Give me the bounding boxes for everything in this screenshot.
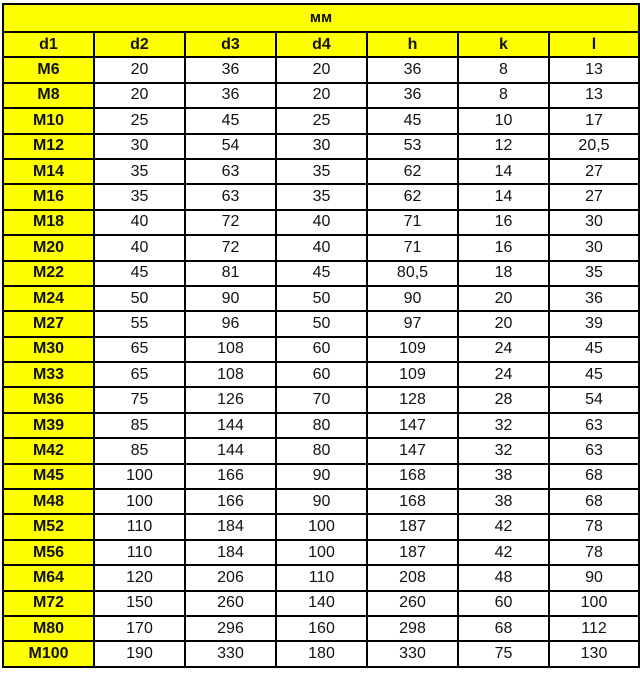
dimension-cell: 184: [185, 514, 276, 539]
dimension-cell: 63: [549, 438, 639, 463]
thread-size-cell: M8: [3, 83, 94, 108]
unit-header: мм: [3, 4, 639, 32]
thread-size-cell: M33: [3, 362, 94, 387]
dimension-cell: 90: [367, 286, 458, 311]
dimension-cell: 40: [276, 235, 367, 260]
dimension-cell: 60: [276, 362, 367, 387]
table-row: [3, 489, 639, 514]
dimension-cell: 35: [94, 184, 185, 209]
dimension-cell: 45: [549, 337, 639, 362]
thread-size-cell: M100: [3, 641, 94, 666]
dimension-cell: 80: [276, 413, 367, 438]
dimension-cell: 18: [458, 261, 549, 286]
dimension-cell: 45: [185, 108, 276, 133]
dimension-cell: 128: [367, 387, 458, 412]
dimension-cell: 109: [367, 362, 458, 387]
column-header: d4: [276, 32, 367, 57]
column-header: d3: [185, 32, 276, 57]
dimension-cell: 75: [94, 387, 185, 412]
dimension-cell: 78: [549, 540, 639, 565]
dimension-cell: 62: [367, 159, 458, 184]
dimension-cell: 108: [185, 362, 276, 387]
table-row: [3, 616, 639, 641]
thread-size-cell: M14: [3, 159, 94, 184]
table-row: [3, 337, 639, 362]
column-header: k: [458, 32, 549, 57]
dimension-cell: 80,5: [367, 261, 458, 286]
dimension-table: [2, 3, 640, 668]
dimension-cell: 25: [94, 108, 185, 133]
thread-size-cell: M30: [3, 337, 94, 362]
dimension-cell: 112: [549, 616, 639, 641]
dimension-cell: 68: [549, 489, 639, 514]
column-header: d1: [3, 32, 94, 57]
table-row: [3, 591, 639, 616]
thread-size-cell: M24: [3, 286, 94, 311]
table-row: [3, 261, 639, 286]
table-row: [3, 134, 639, 159]
table-row: [3, 210, 639, 235]
dimension-cell: 13: [549, 57, 639, 82]
dimension-cell: 97: [367, 311, 458, 336]
thread-size-cell: M6: [3, 57, 94, 82]
dimension-cell: 35: [549, 261, 639, 286]
dimension-cell: 68: [458, 616, 549, 641]
dimension-cell: 96: [185, 311, 276, 336]
dimension-cell: 20: [458, 286, 549, 311]
dimension-cell: 110: [94, 540, 185, 565]
dimension-cell: 40: [94, 210, 185, 235]
dimension-cell: 109: [367, 337, 458, 362]
dimension-cell: 53: [367, 134, 458, 159]
table-row: [3, 641, 639, 666]
dimension-cell: 28: [458, 387, 549, 412]
dimension-cell: 80: [276, 438, 367, 463]
dimension-cell: 16: [458, 235, 549, 260]
dimension-cell: 8: [458, 57, 549, 82]
dimension-cell: 45: [549, 362, 639, 387]
dimension-cell: 36: [185, 57, 276, 82]
thread-size-cell: M22: [3, 261, 94, 286]
dimension-cell: 168: [367, 489, 458, 514]
dimension-cell: 35: [276, 184, 367, 209]
dimension-cell: 14: [458, 159, 549, 184]
dimension-cell: 63: [185, 184, 276, 209]
dimension-cell: 8: [458, 83, 549, 108]
dimension-cell: 20: [276, 57, 367, 82]
dimension-cell: 42: [458, 514, 549, 539]
dimension-cell: 110: [94, 514, 185, 539]
table-row: [3, 83, 639, 108]
dimension-cell: 168: [367, 464, 458, 489]
dimension-cell: 45: [367, 108, 458, 133]
dimension-cell: 71: [367, 210, 458, 235]
thread-size-cell: M56: [3, 540, 94, 565]
dimension-cell: 90: [185, 286, 276, 311]
dimension-cell: 160: [276, 616, 367, 641]
dimension-cell: 78: [549, 514, 639, 539]
dimension-cell: 100: [276, 514, 367, 539]
dimension-table-container: [2, 3, 640, 668]
table-row: [3, 362, 639, 387]
unit-row: [3, 4, 639, 32]
dimension-cell: 42: [458, 540, 549, 565]
thread-size-cell: M36: [3, 387, 94, 412]
dimension-cell: 24: [458, 362, 549, 387]
dimension-cell: 50: [276, 311, 367, 336]
dimension-cell: 35: [94, 159, 185, 184]
dimension-cell: 32: [458, 438, 549, 463]
dimension-cell: 36: [185, 83, 276, 108]
table-row: [3, 540, 639, 565]
thread-size-cell: M12: [3, 134, 94, 159]
dimension-cell: 20: [276, 83, 367, 108]
dimension-cell: 17: [549, 108, 639, 133]
dimension-cell: 65: [94, 362, 185, 387]
dimension-cell: 48: [458, 565, 549, 590]
table-row: [3, 184, 639, 209]
dimension-cell: 39: [549, 311, 639, 336]
dimension-cell: 38: [458, 489, 549, 514]
dimension-cell: 260: [367, 591, 458, 616]
dimension-cell: 150: [94, 591, 185, 616]
dimension-cell: 166: [185, 489, 276, 514]
dimension-cell: 24: [458, 337, 549, 362]
dimension-cell: 38: [458, 464, 549, 489]
dimension-cell: 27: [549, 159, 639, 184]
dimension-cell: 13: [549, 83, 639, 108]
column-header: h: [367, 32, 458, 57]
dimension-cell: 30: [549, 210, 639, 235]
dimension-cell: 30: [94, 134, 185, 159]
dimension-cell: 100: [276, 540, 367, 565]
dimension-cell: 45: [94, 261, 185, 286]
column-header: d2: [94, 32, 185, 57]
dimension-cell: 100: [94, 489, 185, 514]
dimension-cell: 85: [94, 438, 185, 463]
dimension-cell: 166: [185, 464, 276, 489]
dimension-cell: 62: [367, 184, 458, 209]
dimension-cell: 180: [276, 641, 367, 666]
dimension-cell: 81: [185, 261, 276, 286]
table-row: [3, 286, 639, 311]
dimension-cell: 90: [549, 565, 639, 590]
dimension-cell: 90: [276, 464, 367, 489]
thread-size-cell: M52: [3, 514, 94, 539]
dimension-cell: 20,5: [549, 134, 639, 159]
dimension-cell: 110: [276, 565, 367, 590]
dimension-cell: 170: [94, 616, 185, 641]
table-row: [3, 464, 639, 489]
dimension-cell: 90: [276, 489, 367, 514]
dimension-cell: 298: [367, 616, 458, 641]
dimension-cell: 330: [185, 641, 276, 666]
dimension-cell: 296: [185, 616, 276, 641]
table-row: [3, 565, 639, 590]
table-body: [3, 57, 639, 666]
dimension-cell: 260: [185, 591, 276, 616]
dimension-cell: 40: [94, 235, 185, 260]
dimension-cell: 206: [185, 565, 276, 590]
dimension-cell: 71: [367, 235, 458, 260]
dimension-cell: 50: [276, 286, 367, 311]
dimension-cell: 12: [458, 134, 549, 159]
dimension-cell: 63: [185, 159, 276, 184]
dimension-cell: 130: [549, 641, 639, 666]
thread-size-cell: M72: [3, 591, 94, 616]
dimension-cell: 330: [367, 641, 458, 666]
table-row: [3, 413, 639, 438]
dimension-cell: 32: [458, 413, 549, 438]
dimension-cell: 30: [276, 134, 367, 159]
dimension-cell: 208: [367, 565, 458, 590]
dimension-cell: 65: [94, 337, 185, 362]
dimension-cell: 50: [94, 286, 185, 311]
thread-size-cell: M20: [3, 235, 94, 260]
dimension-cell: 20: [458, 311, 549, 336]
dimension-cell: 144: [185, 438, 276, 463]
dimension-cell: 20: [94, 83, 185, 108]
thread-size-cell: M16: [3, 184, 94, 209]
thread-size-cell: M18: [3, 210, 94, 235]
table-row: [3, 57, 639, 82]
thread-size-cell: M10: [3, 108, 94, 133]
table-row: [3, 311, 639, 336]
dimension-cell: 36: [367, 57, 458, 82]
dimension-cell: 68: [549, 464, 639, 489]
thread-size-cell: M64: [3, 565, 94, 590]
dimension-cell: 16: [458, 210, 549, 235]
dimension-cell: 72: [185, 210, 276, 235]
dimension-cell: 108: [185, 337, 276, 362]
table-row: [3, 387, 639, 412]
column-header: l: [549, 32, 639, 57]
dimension-cell: 25: [276, 108, 367, 133]
dimension-cell: 36: [549, 286, 639, 311]
table-row: [3, 108, 639, 133]
dimension-cell: 70: [276, 387, 367, 412]
dimension-cell: 120: [94, 565, 185, 590]
dimension-cell: 10: [458, 108, 549, 133]
thread-size-cell: M27: [3, 311, 94, 336]
dimension-cell: 100: [94, 464, 185, 489]
dimension-cell: 187: [367, 540, 458, 565]
thread-size-cell: M42: [3, 438, 94, 463]
dimension-cell: 147: [367, 413, 458, 438]
dimension-cell: 126: [185, 387, 276, 412]
dimension-cell: 187: [367, 514, 458, 539]
dimension-cell: 54: [185, 134, 276, 159]
dimension-cell: 63: [549, 413, 639, 438]
thread-size-cell: M39: [3, 413, 94, 438]
dimension-cell: 75: [458, 641, 549, 666]
thread-size-cell: M80: [3, 616, 94, 641]
table-row: [3, 159, 639, 184]
dimension-cell: 36: [367, 83, 458, 108]
table-row: [3, 438, 639, 463]
table-row: [3, 235, 639, 260]
dimension-cell: 85: [94, 413, 185, 438]
dimension-cell: 147: [367, 438, 458, 463]
column-header-row: [3, 32, 639, 57]
dimension-cell: 184: [185, 540, 276, 565]
dimension-cell: 60: [458, 591, 549, 616]
dimension-cell: 72: [185, 235, 276, 260]
dimension-cell: 144: [185, 413, 276, 438]
dimension-cell: 14: [458, 184, 549, 209]
dimension-cell: 190: [94, 641, 185, 666]
dimension-cell: 140: [276, 591, 367, 616]
dimension-cell: 100: [549, 591, 639, 616]
dimension-cell: 60: [276, 337, 367, 362]
dimension-cell: 40: [276, 210, 367, 235]
dimension-cell: 20: [94, 57, 185, 82]
dimension-cell: 35: [276, 159, 367, 184]
dimension-cell: 30: [549, 235, 639, 260]
dimension-cell: 27: [549, 184, 639, 209]
dimension-cell: 55: [94, 311, 185, 336]
thread-size-cell: M48: [3, 489, 94, 514]
dimension-cell: 45: [276, 261, 367, 286]
table-row: [3, 514, 639, 539]
dimension-cell: 54: [549, 387, 639, 412]
thread-size-cell: M45: [3, 464, 94, 489]
